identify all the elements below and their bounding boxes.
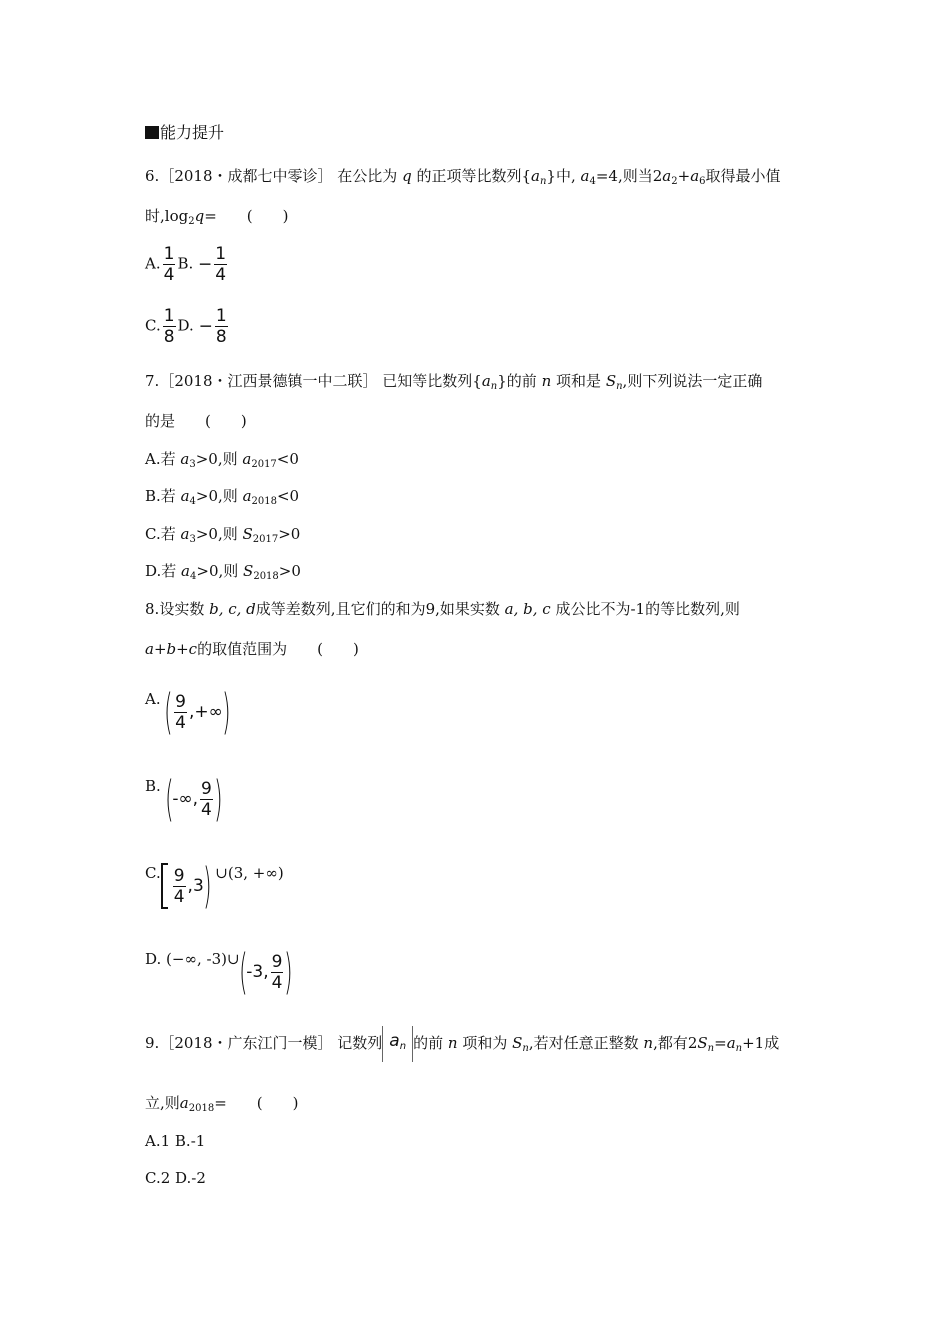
q9-options-cd bbox=[145, 1167, 206, 1189]
left-bracket bbox=[161, 863, 168, 909]
q9-var: a bbox=[726, 1034, 736, 1052]
q7-var: S bbox=[605, 372, 617, 390]
q7-sub: n bbox=[490, 381, 498, 392]
option-label: B. bbox=[177, 254, 194, 273]
q8-text: 成公比不为-1的等比数列,则 bbox=[555, 600, 740, 618]
q8-var: b, c, d bbox=[209, 600, 256, 618]
q8-line2 bbox=[145, 638, 359, 660]
option-label: A. bbox=[145, 690, 161, 708]
q7-text: }的前 bbox=[497, 372, 537, 390]
section-title: 能力提升 bbox=[160, 123, 225, 142]
option-var: a bbox=[180, 525, 190, 543]
numerator: 1 bbox=[215, 306, 227, 326]
option-sub: 2018 bbox=[253, 571, 279, 582]
q7-option-d bbox=[145, 560, 301, 588]
q6-sub: n bbox=[539, 176, 547, 187]
option-text: <0 bbox=[276, 487, 300, 505]
sequence-notation bbox=[382, 1026, 413, 1062]
q6-var: a bbox=[662, 167, 672, 185]
interval-text: -∞, bbox=[172, 789, 199, 809]
left-paren: ( bbox=[164, 771, 174, 827]
option-var: a bbox=[180, 487, 190, 505]
q7-text: 的是 ( ) bbox=[145, 412, 247, 430]
q9-text: = bbox=[714, 1034, 727, 1052]
option-text: >0,则 bbox=[195, 450, 238, 468]
q8-text: 的取值范围为 ( ) bbox=[197, 640, 359, 658]
option-var: S bbox=[243, 562, 254, 580]
q6-options-cd bbox=[145, 306, 230, 347]
numerator: 9 bbox=[175, 691, 186, 712]
q6-text: }中, bbox=[546, 167, 576, 185]
option-var: S bbox=[242, 525, 253, 543]
minus-sign: − bbox=[198, 316, 213, 337]
q6-text: 时,log bbox=[145, 207, 189, 225]
denominator: 4 bbox=[201, 799, 212, 820]
fraction bbox=[174, 692, 187, 733]
q9-source: ［2018・广东江门一模］ bbox=[159, 1034, 333, 1052]
fraction bbox=[163, 244, 176, 285]
q9-sub: n bbox=[399, 1041, 407, 1052]
option-label: A.若 bbox=[145, 450, 176, 468]
interval-text: ,+∞ bbox=[188, 702, 223, 722]
q7-text: ,则下列说法一定正确 bbox=[622, 372, 763, 390]
denominator: 4 bbox=[215, 265, 227, 285]
option-sub: 3 bbox=[189, 534, 196, 545]
numerator: 9 bbox=[271, 951, 283, 972]
option-text: A.1 B.-1 bbox=[145, 1132, 206, 1150]
q7-text: 已知等比数列{ bbox=[382, 372, 482, 390]
option-sub: 4 bbox=[190, 571, 197, 582]
fraction bbox=[173, 866, 186, 907]
q6-var: a bbox=[690, 167, 700, 185]
numerator: 1 bbox=[163, 244, 175, 264]
q9-text: 记数列 bbox=[337, 1034, 383, 1052]
option-label: C. bbox=[145, 316, 161, 335]
option-text: >0,则 bbox=[196, 562, 239, 580]
q8-var: a+b+c bbox=[145, 640, 198, 658]
numerator: 9 bbox=[201, 778, 212, 799]
q8-number: 8. bbox=[145, 600, 160, 618]
option-var: a bbox=[181, 562, 190, 580]
option-sub: 3 bbox=[189, 459, 196, 470]
numerator: 1 bbox=[215, 244, 227, 264]
q6-options-ab bbox=[145, 244, 229, 285]
option-label: D. bbox=[177, 316, 194, 335]
option-label: D.若 bbox=[145, 562, 177, 580]
q9-text: = ( ) bbox=[214, 1094, 299, 1112]
q8-text: 设实数 bbox=[159, 600, 205, 618]
denominator: 4 bbox=[271, 972, 283, 993]
option-text: >0 bbox=[278, 562, 301, 580]
q8-option-a bbox=[145, 684, 231, 740]
option-sub: 4 bbox=[189, 496, 196, 507]
q9-sub: n bbox=[707, 1043, 715, 1054]
q6-var: q bbox=[194, 207, 205, 225]
option-label: B.若 bbox=[145, 487, 176, 505]
q7-text: 项和是 bbox=[556, 372, 602, 390]
numerator: 1 bbox=[163, 306, 175, 326]
option-text: >0,则 bbox=[195, 487, 238, 505]
q6-var: q bbox=[402, 167, 412, 185]
option-label: B. bbox=[145, 777, 161, 795]
option-sub: 2017 bbox=[252, 534, 279, 545]
interval-text: ∪(3, +∞) bbox=[215, 864, 284, 882]
option-text: >0,则 bbox=[195, 525, 238, 543]
q8-option-d bbox=[145, 944, 294, 1000]
q6-text: 在公比为 bbox=[337, 167, 398, 185]
q6-number: 6. bbox=[145, 167, 160, 185]
q6-sub: 4 bbox=[589, 176, 596, 187]
q9-text: 项和为 bbox=[462, 1034, 508, 1052]
q6-var: a bbox=[580, 167, 590, 185]
q8-var: a, b, c bbox=[504, 600, 551, 618]
section-heading bbox=[145, 122, 224, 144]
q9-number: 9. bbox=[145, 1034, 160, 1052]
denominator: 4 bbox=[173, 886, 185, 907]
q9-text: +1成 bbox=[742, 1034, 780, 1052]
fraction bbox=[215, 306, 228, 347]
q9-line1 bbox=[145, 1026, 779, 1062]
q9-sub: n bbox=[522, 1043, 529, 1054]
q6-sub: 2 bbox=[671, 176, 678, 187]
left-paren: ( bbox=[164, 684, 173, 740]
q9-text: ,若对任意正整数 bbox=[528, 1034, 639, 1052]
q9-var: a bbox=[389, 1031, 400, 1051]
option-text: C.2 D.-2 bbox=[145, 1169, 206, 1187]
denominator: 8 bbox=[163, 327, 175, 347]
q9-text: 立,则 bbox=[145, 1094, 180, 1112]
q7-option-b bbox=[145, 485, 299, 513]
square-bullet-icon bbox=[145, 126, 159, 139]
option-var: a bbox=[180, 450, 190, 468]
option-label: A. bbox=[145, 254, 161, 273]
option-var: a bbox=[242, 450, 252, 468]
q9-var: S bbox=[697, 1034, 708, 1052]
q8-text: 成等差数列,且它们的和为9,如果实数 bbox=[255, 600, 500, 618]
denominator: 8 bbox=[215, 327, 227, 347]
q8-option-c bbox=[145, 858, 284, 914]
option-text: <0 bbox=[276, 450, 299, 468]
option-sub: 2017 bbox=[251, 459, 277, 470]
q6-sub: 2 bbox=[188, 216, 195, 227]
q9-sub: 2018 bbox=[188, 1103, 215, 1114]
q7-line2 bbox=[145, 410, 247, 432]
denominator: 4 bbox=[175, 712, 186, 733]
right-paren: ) bbox=[202, 858, 212, 914]
q6-line2 bbox=[145, 205, 288, 233]
q9-line2 bbox=[145, 1092, 298, 1120]
q9-options-ab bbox=[145, 1130, 205, 1152]
q9-var: n bbox=[643, 1034, 654, 1052]
q9-text: ,都有2 bbox=[653, 1034, 698, 1052]
q6-source: ［2018・成都七中零诊］ bbox=[159, 167, 333, 185]
fraction bbox=[163, 306, 176, 347]
interval-text: (−∞, -3)∪ bbox=[166, 950, 240, 968]
q7-option-a bbox=[145, 448, 299, 476]
minus-sign: − bbox=[198, 254, 213, 275]
right-paren: ) bbox=[284, 944, 294, 1000]
numerator: 9 bbox=[173, 865, 185, 886]
q6-line1 bbox=[145, 165, 781, 193]
right-paren: ) bbox=[213, 771, 223, 827]
fraction bbox=[271, 952, 284, 993]
fraction bbox=[214, 244, 227, 285]
q7-number: 7. bbox=[145, 372, 160, 390]
interval-text: -3, bbox=[246, 962, 269, 982]
q8-line1 bbox=[145, 598, 740, 620]
q9-var: a bbox=[179, 1094, 189, 1112]
q7-sub: n bbox=[616, 381, 623, 392]
q6-text: + bbox=[677, 167, 691, 185]
option-label: D. bbox=[145, 950, 162, 968]
q9-var: S bbox=[512, 1034, 523, 1052]
option-label: C. bbox=[145, 864, 161, 882]
q6-var: a bbox=[531, 167, 540, 185]
q6-text: = ( ) bbox=[204, 207, 289, 225]
q8-option-b bbox=[145, 771, 223, 827]
q6-text: =4,则当2 bbox=[595, 167, 663, 185]
fraction bbox=[200, 779, 213, 820]
q7-source: ［2018・江西景德镇一中二联］ bbox=[159, 372, 378, 390]
q6-text: 取得最小值 bbox=[705, 167, 781, 185]
q7-line1 bbox=[145, 370, 762, 398]
q9-sub: n bbox=[735, 1043, 743, 1054]
q6-text: 的正项等比数列{ bbox=[416, 167, 532, 185]
q7-option-c bbox=[145, 523, 300, 551]
interval-text: ,3 bbox=[187, 876, 204, 896]
option-text: >0 bbox=[278, 525, 301, 543]
q9-text: 的前 bbox=[413, 1034, 444, 1052]
q9-var: n bbox=[447, 1034, 458, 1052]
right-paren: ) bbox=[221, 684, 231, 740]
denominator: 4 bbox=[163, 265, 175, 285]
left-paren: ( bbox=[238, 944, 248, 1000]
q6-sub: 6 bbox=[699, 176, 706, 187]
option-sub: 2018 bbox=[251, 496, 277, 507]
option-var: a bbox=[242, 487, 252, 505]
q7-var: n bbox=[541, 372, 552, 390]
option-label: C.若 bbox=[145, 525, 176, 543]
q7-var: a bbox=[481, 372, 491, 390]
